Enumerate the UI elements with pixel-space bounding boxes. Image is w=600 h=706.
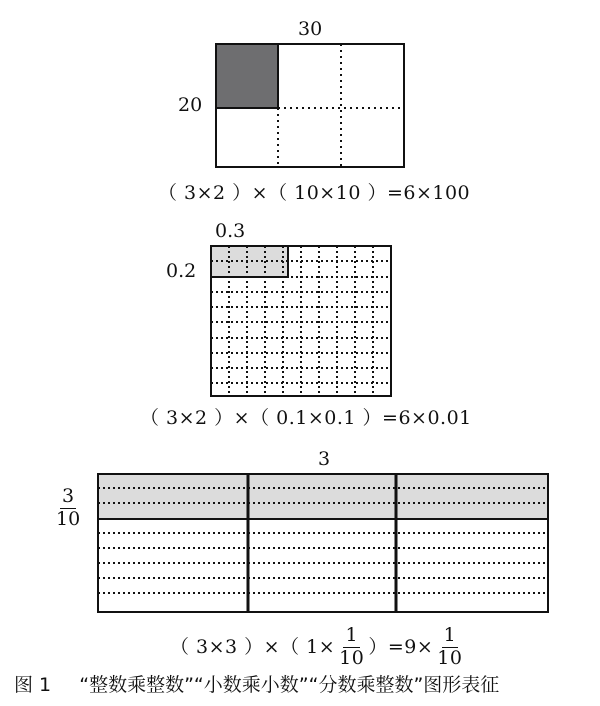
fig2-equation: （ 3×2 ）×（ 0.1×0.1 ）=6×0.01: [140, 407, 472, 429]
fig3-equation-frac1: [337, 626, 366, 669]
fraction-denominator: 10: [339, 646, 365, 669]
fraction-numerator: 1: [345, 624, 359, 646]
fig1-shaded-cell: [216, 44, 278, 108]
fig3-left-fraction: [52, 487, 84, 530]
fraction-numerator: 3: [62, 485, 75, 507]
fig2-left-label: 0.2: [166, 260, 197, 282]
fig1-equation: （ 3×2 ）×（ 10×10 ）=6×100: [158, 182, 471, 204]
fig3-equation-frac2: [435, 626, 464, 669]
fig3-top-label: 3: [318, 448, 331, 470]
fraction-denominator: 10: [437, 646, 463, 669]
fig2-grid: [211, 246, 391, 396]
fig1-top-label: 30: [298, 18, 323, 40]
fig1-grid: [216, 44, 404, 167]
fig1-left-label: 20: [178, 94, 203, 116]
caption-text: “整数乘整数”“小数乘小数”“分数乘整数”图形表征: [79, 674, 500, 696]
fig3-equation-mid: ）=9×: [368, 635, 434, 658]
fig2-top-label: 0.3: [215, 220, 246, 242]
fig3-equation: [170, 626, 466, 669]
fraction-numerator: 1: [443, 624, 457, 646]
figure-caption: [14, 676, 499, 695]
caption-label: 图 1: [14, 674, 52, 696]
fig3-grid: [98, 474, 548, 612]
fig3-equation-left: （ 3×3 ）×（ 1×: [170, 635, 336, 658]
fig3-shaded-band: [98, 474, 548, 519]
fraction-denominator: 10: [56, 507, 81, 530]
